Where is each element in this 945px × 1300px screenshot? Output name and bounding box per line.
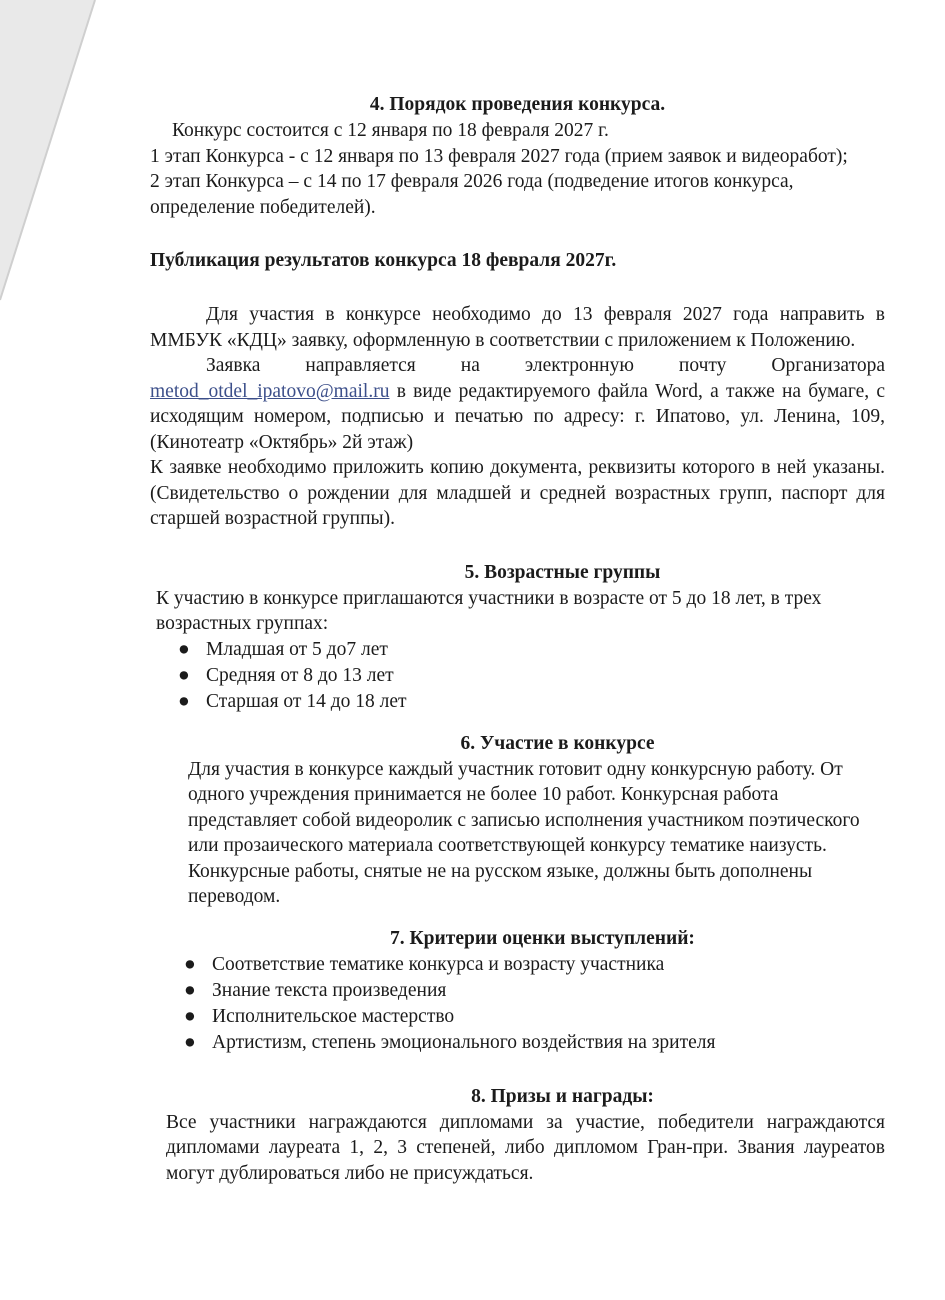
- list-item: ● Исполнительское мастерство: [146, 1004, 885, 1030]
- stage-2: 2 этап Конкурса – с 14 по 17 февраля 2026 года (подведение итогов конкурса, определение победителей).: [150, 171, 794, 218]
- section-5-title: 5. Возрастные группы: [464, 561, 661, 583]
- bullet-icon: ●: [184, 1005, 196, 1027]
- section-4-title: 4. Порядок проведения конкурса.: [369, 94, 666, 115]
- organizer-email-link[interactable]: metod_otdel_ipatovo@mail.ru: [150, 380, 390, 402]
- awards-text: Все участники награждаются дипломами за участие, победители награждаются дипломами лауреата 1, 2, 3 степеней, либо дипломом Гран-при. Звания лауреатов могут дублироваться либо не присуждаться.: [166, 1111, 885, 1184]
- list-item: ● Знание текста произведения: [146, 978, 885, 1004]
- document-page: [150, 92, 885, 1186]
- attachment-text: К заявке необходимо приложить копию документа, реквизиты которого в ней указаны. (Свидетельство о рождении для младшей и средней возрастных групп, паспорт для старшей возрастной группы).: [150, 457, 885, 529]
- age-groups-intro: К участию в конкурсе приглашаются участники в возрасте от 5 до 18 лет, в трех возрастных группах:: [156, 587, 822, 634]
- participation-text: Для участия в конкурсе необходимо до 13 февраля 2027 года направить в ММБУК «КДЦ» заявку, оформленную в соответствии с приложением к Положению.: [150, 304, 885, 351]
- bullet-icon: ●: [178, 638, 190, 660]
- application-text: [150, 353, 885, 455]
- contest-dates: Конкурс состоится с 12 января по 18 февраля 2027 г.: [172, 120, 609, 141]
- bullet-icon: ●: [178, 664, 190, 686]
- criteria-list: [146, 952, 885, 1056]
- bullet-icon: ●: [184, 979, 196, 1001]
- participation-rules: Для участия в конкурсе каждый участник готовит одну конкурсную работу. От одного учреждения принимается не более 10 работ. Конкурсная работа представляет собой видеоролик с записью исполнения участником поэтического или прозаического материала соответствующей конкурсу тематике наизусть. Конкурсные работы, снятые не на русском языке, должны быть дополнены переводом.: [188, 758, 860, 907]
- list-item: ● Средняя от 8 до 13 лет: [140, 663, 885, 689]
- list-item: ● Соответствие тематике конкурса и возрасту участника: [146, 952, 885, 978]
- list-item: ● Старшая от 14 до 18 лет: [140, 689, 885, 715]
- application-after: в виде редактируемого файла Word, а также на бумаге, с исходящим номером, подписью и печатью по адресу: г. Ипатово, ул. Ленина, 109, (Кинотеатр «Октябрь» 2й этаж): [150, 380, 886, 453]
- list-item: ● Артистизм, степень эмоционального воздействия на зрителя: [146, 1030, 885, 1056]
- application-before: Заявка направляется на электронную почту Организатора: [206, 355, 885, 376]
- bullet-icon: ●: [184, 953, 196, 975]
- section-6-title: 6. Участие в конкурсе: [460, 732, 655, 754]
- section-7-title: 7. Критерии оценки выступлений:: [390, 927, 695, 949]
- section-8-title: 8. Призы и награды:: [471, 1085, 654, 1107]
- bullet-icon: ●: [184, 1031, 196, 1053]
- bullet-icon: ●: [178, 690, 190, 712]
- stage-1: 1 этап Конкурса - с 12 января по 13 февраля 2027 года (прием заявок и видеоработ);: [150, 145, 848, 167]
- age-groups-list: [140, 637, 885, 715]
- publication-heading: Публикация результатов конкурса 18 февраля 2027г.: [150, 250, 617, 271]
- list-item: ● Младшая от 5 до7 лет: [140, 637, 885, 663]
